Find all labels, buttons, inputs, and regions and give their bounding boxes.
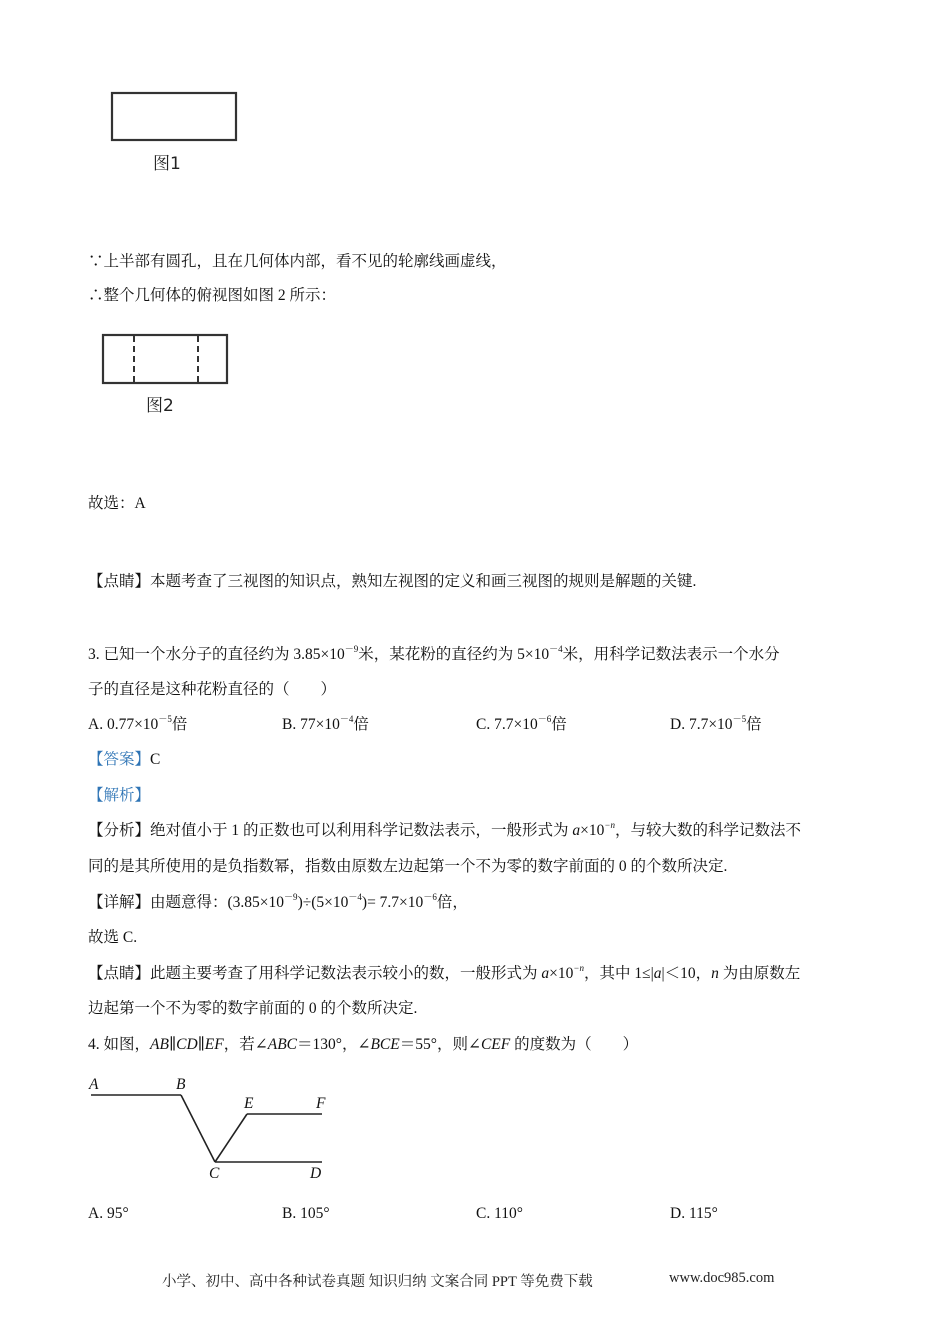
q3-exponent: －9 [344, 644, 359, 654]
q4-text: 的度数为（ ） [510, 1036, 639, 1053]
point-label-a: A [89, 1076, 99, 1093]
footer-url[interactable]: www.doc985.com [669, 1270, 775, 1286]
answer-label: 【答案】 [88, 751, 151, 768]
xiangjie-text: 倍， [436, 894, 468, 911]
q3-dianjing-line2: 边起第一个不为零的数字前面的 0 的个数所决定. [88, 1000, 418, 1017]
xiangjie-label: 【详解】 [88, 894, 151, 911]
q3-option-a [88, 715, 187, 735]
figure-1-rectangle [110, 91, 240, 143]
q3-dianjing-line1 [88, 964, 800, 984]
option-unit: 倍 [551, 716, 567, 733]
figure-1-caption: 图1 [153, 154, 181, 174]
option-text: B. 77×10 [282, 716, 340, 733]
q3-exponent: －4 [549, 644, 563, 654]
q3-stem-line2: 子的直径是这种花粉直径的（ ） [88, 681, 337, 698]
q3-fenxi-line1 [88, 821, 801, 841]
xiangjie-text: )÷(5×10 [297, 894, 349, 911]
q2-comment [88, 572, 696, 592]
q3-stem-part: 3. 已知一个水分子的直径约为 3.85×10 [88, 646, 345, 663]
point-label-e: E [244, 1095, 254, 1112]
point-label-f: F [316, 1095, 326, 1112]
q3-option-b [282, 715, 369, 735]
q4-option-b: B. 105° [282, 1205, 330, 1222]
exponent: －4 [348, 892, 362, 902]
q4-text: ＝130°，∠ [297, 1036, 371, 1053]
dianjing-text: 为由原数左 [718, 965, 801, 982]
var-a: a [653, 965, 662, 982]
option-unit: 倍 [353, 716, 369, 733]
footer-text: 小学、初中、高中各种试卷真题 知识归纳 文案合同 PPT 等免费下载 [162, 1274, 593, 1290]
angle-abc: ABC [267, 1036, 298, 1053]
fenxi-text: 绝对值小于 1 的正数也可以利用科学记数法表示，一般形式为 [150, 822, 573, 839]
q4-text: ＝55°，则∠ [399, 1036, 481, 1053]
option-text: A. 0.77×10 [88, 716, 159, 733]
fenxi-label: 【分析】 [88, 822, 151, 839]
q2-comment-text: 本题考查了三视图的知识点，熟知左视图的定义和画三视图的规则是解题的关键. [150, 573, 697, 590]
q4-stem [88, 1035, 638, 1055]
var-n: n [711, 965, 719, 982]
q3-fenxi-line2: 同的是其所使用的是负指数幂，指数由原数左边起第一个不为零的数字前面的 0 的个数所决定. [88, 858, 728, 875]
dianjing-label: 【点睛】 [88, 965, 151, 982]
xiangjie-text: 由题意得：(3.85×10 [150, 894, 285, 911]
point-label-c: C [209, 1165, 220, 1182]
q3-answer [88, 750, 160, 770]
exponent: －9 [284, 892, 298, 902]
answer-value: C [150, 751, 161, 768]
dianjing-text: ×10 [549, 965, 574, 982]
q3-option-c [476, 715, 567, 735]
option-exponent: －5 [732, 714, 747, 724]
q3-stem-line1 [88, 645, 780, 665]
angle-bce: BCE [370, 1036, 400, 1053]
q2-conclusion: 故选：A [88, 495, 146, 512]
q4-option-a: A. 95° [88, 1205, 129, 1222]
fenxi-text: ×10 [580, 822, 605, 839]
reasoning-because: ∵上半部有圆孔，且在几何体内部，看不见的轮廓线画虚线， [88, 253, 507, 270]
var-a: a [541, 965, 550, 982]
xiangjie-text: )= 7.7×10 [361, 894, 424, 911]
option-text: D. 7.7×10 [670, 716, 733, 733]
q4-number: 4. 如图， [88, 1036, 151, 1053]
analysis-label: 【解析】 [88, 787, 151, 804]
option-unit: 倍 [171, 716, 188, 733]
q4-parallel-expr: AB∥CD∥EF [150, 1036, 224, 1053]
angle-cef: CEF [480, 1036, 511, 1053]
option-unit: 倍 [746, 716, 762, 733]
q3-stem-part: 米，某花粉的直径约为 5×10 [358, 646, 550, 663]
option-exponent: －5 [158, 714, 172, 724]
q3-conclusion: 故选 C. [88, 929, 138, 946]
q4-option-c: C. 110° [476, 1205, 523, 1222]
dianjing-text: |＜10， [661, 965, 712, 982]
dianjing-text: ，其中 1≤| [583, 965, 654, 982]
q3-xiangjie [88, 893, 468, 913]
point-label-d: D [310, 1165, 322, 1182]
option-exponent: －4 [339, 714, 354, 724]
dianjing-text: 此题主要考查了用科学记数法表示较小的数，一般形式为 [150, 965, 542, 982]
exponent: －6 [423, 892, 437, 902]
fenxi-text: ，与较大数的科学记数法不 [614, 822, 801, 839]
reasoning-therefore: ∴整个几何体的俯视图如图 2 所示： [88, 287, 337, 304]
option-exponent: －6 [537, 714, 552, 724]
point-label-b: B [176, 1076, 186, 1093]
q3-stem-part: 米，用科学记数法表示一个水分 [562, 646, 780, 663]
figure-2-rectangle [101, 333, 231, 385]
q3-option-d [670, 715, 762, 735]
exponent-n: −n [604, 820, 615, 830]
exponent-n: −n [573, 963, 584, 973]
option-text: C. 7.7×10 [476, 716, 538, 733]
q4-text: ，若∠ [223, 1036, 268, 1053]
q4-option-d: D. 115° [670, 1205, 718, 1222]
q2-comment-label: 【点睛】 [88, 573, 151, 590]
figure-2-caption: 图2 [146, 396, 174, 416]
var-a: a [572, 822, 581, 839]
